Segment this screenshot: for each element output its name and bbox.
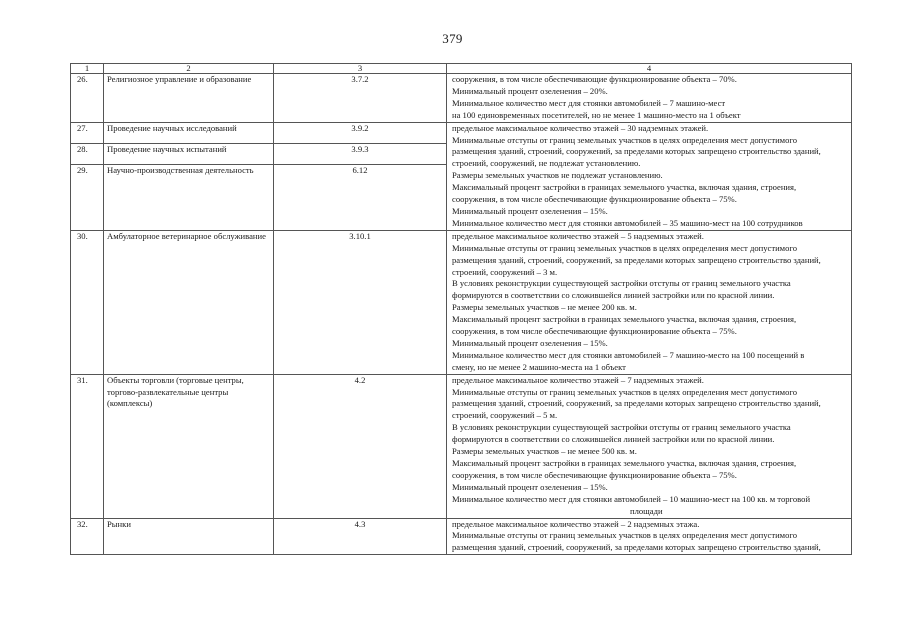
land-use-name-text: Рынки [107, 518, 131, 529]
land-use-code: 4.2 [274, 374, 447, 518]
parameter-line: Минимальный процент озеленения – 15%. [452, 205, 608, 216]
land-use-name [104, 518, 274, 555]
land-use-code: 3.9.3 [274, 143, 447, 164]
land-use-parameters [447, 122, 852, 230]
land-use-name-text: Проведение научных исследований [107, 122, 237, 133]
parameter-line: сооружения, в том числе обеспечивающие функционирование объекта – 75%. [452, 194, 737, 205]
land-use-name-text: Проведение научных испытаний [107, 143, 227, 154]
table-row [71, 74, 852, 123]
table-row [71, 518, 852, 555]
row-number: 31. [71, 374, 104, 518]
land-use-name-text: Объекты торговли (торговые центры, торгово-развлекательные центры (комплексы) [107, 374, 244, 409]
row-number: 27. [71, 122, 104, 143]
parameter-line: Максимальный процент застройки в границах земельного участка, включая здания, строения, [452, 314, 797, 325]
row-number: 30. [71, 230, 104, 374]
land-use-code: 3.7.2 [274, 74, 447, 123]
table-body [71, 64, 852, 555]
parameter-line: площади [630, 505, 663, 516]
parameter-line: Минимальные отступы от границ земельных участков в целях определения мест допустимого [452, 530, 798, 541]
parameter-line: Размеры земельных участков не подлежат установлению. [452, 170, 663, 181]
parameter-line: строений, сооружений – 5 м. [452, 410, 558, 421]
land-use-parameters [447, 374, 852, 518]
parameter-line: строений, сооружений – 3 м. [452, 266, 558, 277]
parameter-line: предельное максимальное количество этажей – 5 надземных этажей. [452, 230, 704, 241]
parameter-line: Минимальное количество мест для стоянки автомобилей – 10 машино-мест на 100 кв. м торговой [452, 493, 811, 504]
parameter-line: на 100 единовременных посетителей, но не менее 1 машино-место на 1 объект [452, 109, 741, 120]
land-use-name [104, 164, 274, 230]
parameter-line: Максимальный процент застройки в границах земельного участка, включая здания, строения, [452, 182, 797, 193]
parameter-line: размещения зданий, строений, сооружений, за пределами которых запрещено строительство зданий, [452, 254, 821, 265]
parameter-line: предельное максимальное количество этажей – 30 надземных этажей. [452, 122, 709, 133]
parameter-line: Размеры земельных участков – не менее 200 кв. м. [452, 302, 637, 313]
land-use-name [104, 230, 274, 374]
parameter-line: сооружения, в том числе обеспечивающие функционирование объекта – 70%. [452, 74, 737, 84]
parameter-line: Минимальные отступы от границ земельных участков в целях определения мест допустимого [452, 386, 798, 397]
parameter-line: Минимальное количество мест для стоянки автомобилей – 7 машино-место на 100 посещений в [452, 349, 805, 360]
table-row [71, 374, 852, 518]
parameter-line: В условиях реконструкции существующей застройки отступы от границ земельного участка [452, 278, 791, 289]
parameter-line: Максимальный процент застройки в границах земельного участка, включая здания, строения, [452, 458, 797, 468]
land-use-code: 3.9.2 [274, 122, 447, 143]
parameter-line: сооружения, в том числе обеспечивающие функционирование объекта – 75%. [452, 326, 737, 337]
parameter-line: Минимальное количество мест для стоянки автомобилей – 35 машино-мест на 100 сотрудников [452, 217, 803, 228]
table-row [71, 230, 852, 374]
header-cell-3: 3 [274, 64, 447, 74]
parameter-line: Минимальный процент озеленения – 20%. [452, 85, 608, 96]
land-use-name [104, 143, 274, 164]
parameter-line: Минимальные отступы от границ земельных участков в целях определения мест допустимого [452, 134, 798, 145]
parameter-line: Минимальный процент озеленения – 15%. [452, 481, 608, 492]
land-use-code: 4.3 [274, 518, 447, 555]
page-number: 379 [442, 31, 463, 46]
parameter-line: Размеры земельных участков – не менее 500 кв. м. [452, 446, 637, 457]
row-number: 32. [71, 518, 104, 555]
header-cell-2: 2 [104, 64, 274, 74]
parameter-line: смену, но не менее 2 машино-места на 1 объект [452, 361, 626, 372]
land-use-name-text: Научно-производственная деятельность [107, 164, 254, 175]
row-number: 26. [71, 74, 104, 123]
header-cell-4: 4 [447, 64, 852, 74]
parameter-line: Минимальное количество мест для стоянки автомобилей – 7 машино-мест [452, 97, 726, 108]
land-use-parameters [447, 74, 852, 123]
land-use-code: 6.12 [274, 164, 447, 230]
land-use-code: 3.10.1 [274, 230, 447, 374]
land-use-name-text: Религиозное управление и образование [107, 74, 252, 84]
land-use-parameters [447, 230, 852, 374]
row-number: 28. [71, 143, 104, 164]
regulations-table [70, 63, 852, 555]
land-use-parameters [447, 518, 852, 555]
parameter-line: Минимальный процент озеленения – 15%. [452, 337, 608, 348]
parameter-line: строений, сооружений, не подлежат установлению. [452, 158, 641, 169]
header-cell-1: 1 [71, 64, 104, 74]
parameter-line: сооружения, в том числе обеспечивающие функционирование объекта – 75%. [452, 469, 737, 480]
parameter-line: Минимальные отступы от границ земельных участков в целях определения мест допустимого [452, 242, 798, 253]
parameter-line: формируются в соответствии со сложившейся линией застройки или по красной линии. [452, 434, 775, 445]
row-number: 29. [71, 164, 104, 230]
land-use-name [104, 374, 274, 518]
parameter-line: В условиях реконструкции существующей застройки отступы от границ земельного участка [452, 422, 791, 433]
parameter-line: предельное максимальное количество этажей – 7 надземных этажей. [452, 374, 704, 385]
parameter-line: размещения зданий, строений, сооружений, за пределами которых запрещено строительство зданий, [452, 398, 821, 409]
parameter-line: размещения зданий, строений, сооружений, за пределами которых запрещено строительство зданий, [452, 542, 821, 553]
parameter-line: формируются в соответствии со сложившейся линией застройки или по красной линии. [452, 290, 775, 301]
land-use-name [104, 122, 274, 143]
parameter-line: предельное максимальное количество этажей – 2 надземных этажа. [452, 518, 700, 529]
parameter-line: размещения зданий, строений, сооружений, за пределами которых запрещено строительство зданий, [452, 146, 821, 157]
land-use-name-text: Амбулаторное ветеринарное обслуживание [107, 230, 266, 241]
land-use-name [104, 74, 274, 123]
table-header-row [71, 64, 852, 74]
table-row [71, 122, 852, 143]
